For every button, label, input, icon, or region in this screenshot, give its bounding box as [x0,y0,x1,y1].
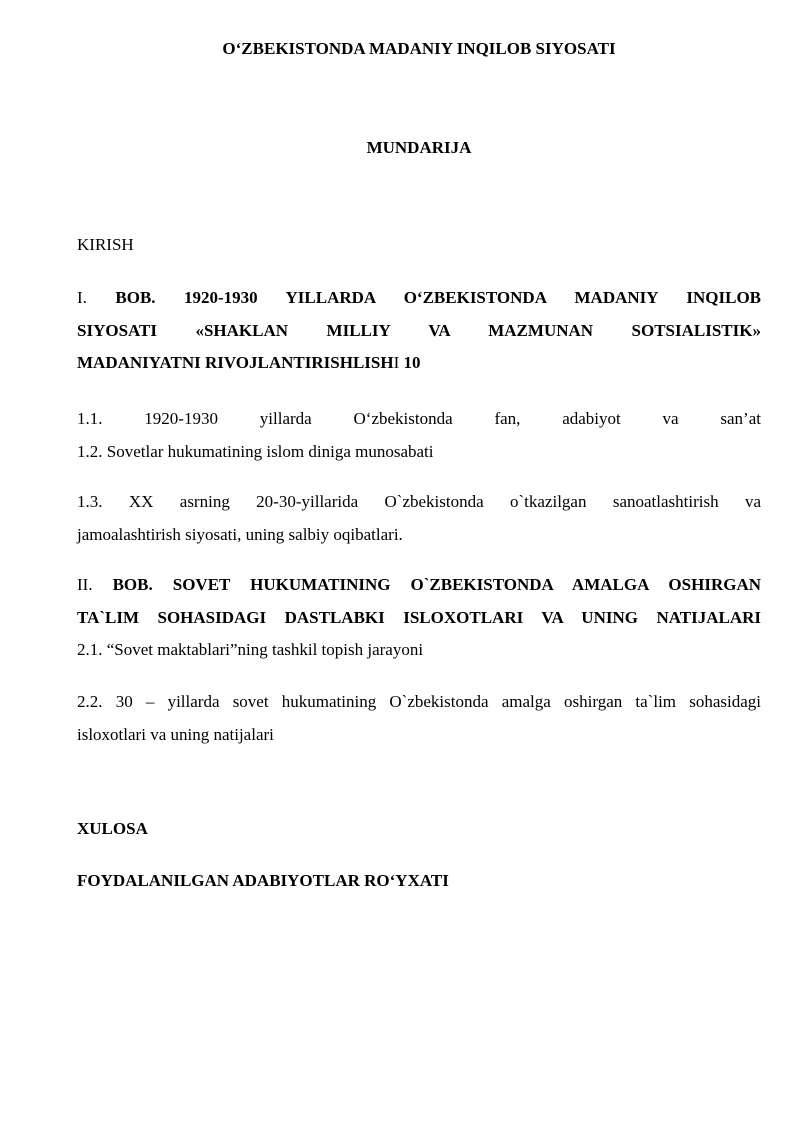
toc-entry-section-2-1: 2.1. “Sovet maktablari”ning tashkil topish jarayoni [77,640,424,659]
chapter-1-title-line-1: BOB. 1920-1930 YILLARDA O‘ZBEKISTONDA MADANIY INQILOB [115,288,762,307]
chapter-1-page-number: 10 [399,353,421,372]
chapter-1-numeral: I. [77,288,87,307]
chapter-2-line-1 [77,569,761,602]
toc-entry-conclusion: XULOSA [77,819,148,838]
toc-entry-section-1-2: 1.2. Sovetlar hukumatining islom diniga munosabati [77,441,434,461]
toc-entry-chapter-1 [77,282,761,380]
toc-entry-chapter-2 [77,569,761,667]
chapter-2-title-line-1: BOB. SOVET HUKUMATINING O`ZBEKISTONDA AMALGA OSHIRGAN [112,575,762,594]
document-title: O‘ZBEKISTONDA MADANIY INQILOB SIYOSATI [222,39,616,58]
section-2-2-line-2: isloxotlari va uning natijalari [77,724,274,744]
section-1-3-line-2: jamoalashtirish siyosati, uning salbiy oqibatlari. [77,524,403,544]
chapter-1-line-1 [77,282,761,315]
chapter-2-numeral: II. [77,575,93,594]
chapter-1-title-line-2: SIYOSATI «SHAKLAN MILLIY VA MAZMUNAN SOTSIALISTIK» [77,320,761,340]
toc-entry-section-2-2 [77,686,761,751]
section-1-3-line-1: 1.3. XX asrning 20-30-yillarida O`zbekistonda o`tkazilgan sanoatlashtirish va [77,492,761,511]
chapter-1-title-line-3: MADANIYATNI RIVOJLANTIRISHLISH [77,353,394,372]
chapter-1-line-3 [77,347,761,380]
section-2-2-line-1: 2.2. 30 – yillarda sovet hukumatining O`zbekistonda amalga oshirgan ta`lim sohasidagi [77,692,761,711]
toc-entry-section-1-1: 1.1. 1920-1930 yillarda O‘zbekistonda fan, adabiyot va san’at [77,409,761,428]
chapter-2-title-line-2: TA`LIM SOHASIDAGI DASTLABKI ISLOXOTLARI VA UNING NATIJALARI [77,607,761,627]
toc-sections-1-1-and-1-2 [77,403,761,468]
toc-entry-bibliography: FOYDALANILGAN ADABIYOTLAR RO‘YXATI [77,871,449,890]
table-of-contents-heading: MUNDARIJA [366,138,472,157]
chapter-1-title-line-3-suffix: I [393,353,400,372]
toc-entry-section-1-3 [77,486,761,551]
toc-entry-intro: KIRISH [77,235,134,254]
